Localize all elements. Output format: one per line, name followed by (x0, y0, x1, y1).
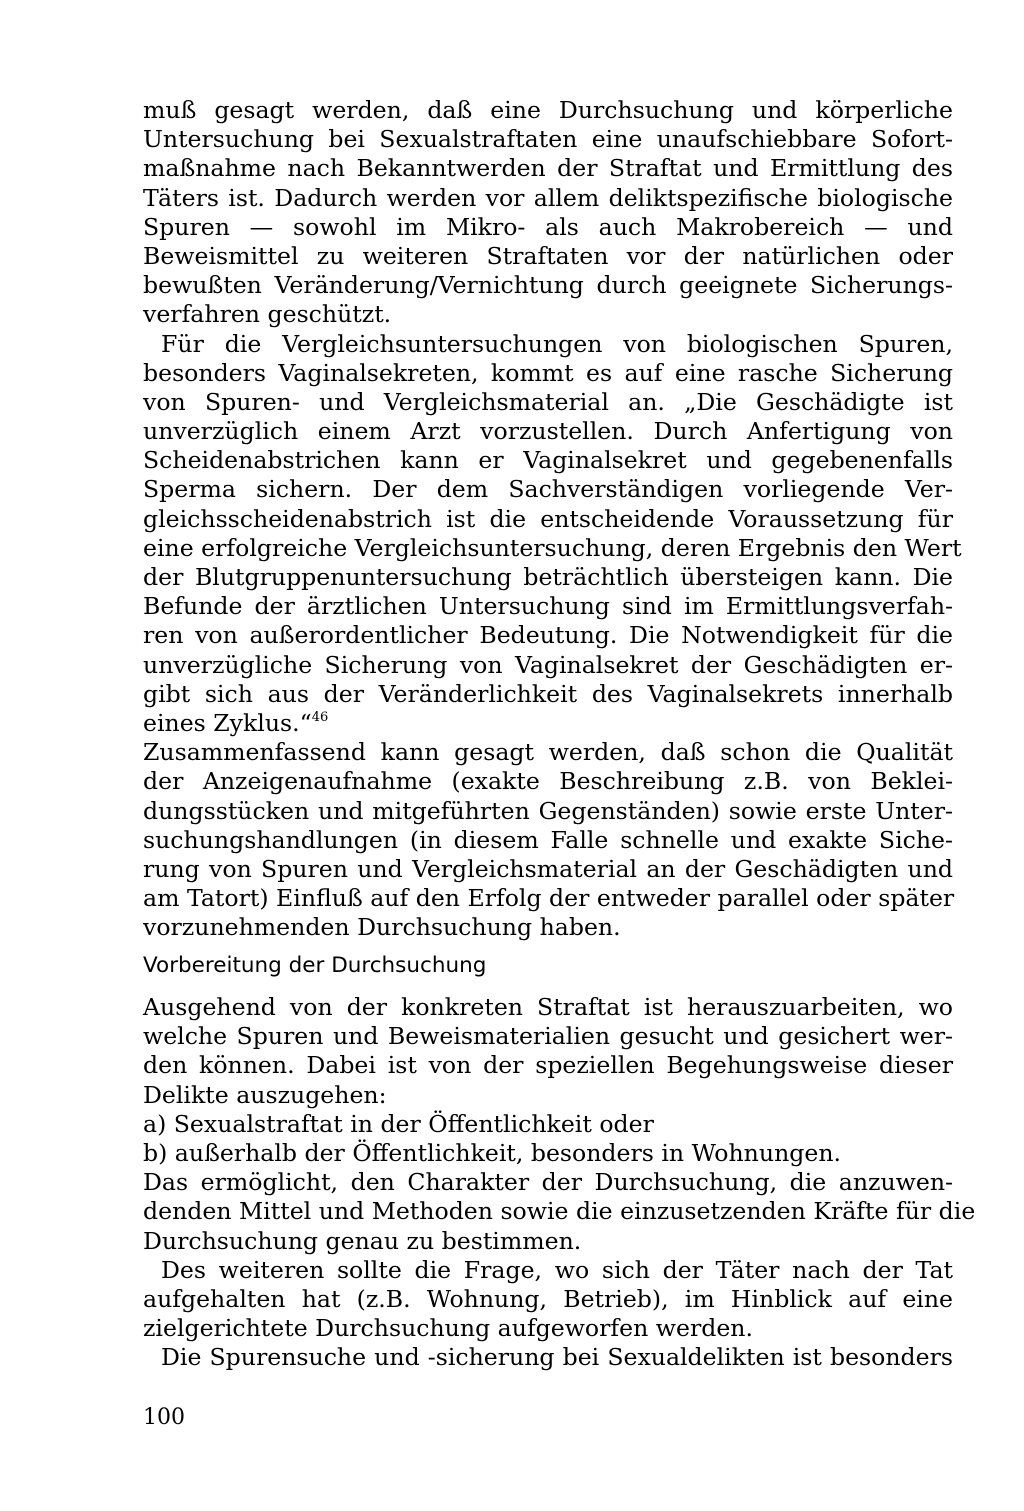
paragraph-2 (143, 329, 962, 739)
text-line: zielgerichtete Durchsuchung aufgeworfen werden. (143, 1314, 754, 1343)
paragraph-4 (143, 993, 953, 1168)
text-line: Scheidenabstrichen kann er Vaginalsekret und gegebenenfalls (143, 446, 953, 475)
text-line: verfahren geschützt. (143, 300, 392, 329)
section-heading: Vorbereitung der Durchsuchung (143, 953, 487, 978)
footnote-reference: 46 (311, 709, 329, 725)
text-line: ren von außerordentlicher Bedeutung. Die Notwendigkeit für die (143, 621, 953, 650)
text-column-upper (143, 96, 962, 942)
text-line: rung von Spuren und Vergleichsmaterial an der Geschädigten und (143, 854, 953, 883)
text-line: Die Spurensuche und -sicherung bei Sexualdelikten ist besonders (161, 1343, 953, 1372)
quote-end-text: eines Zyklus.“ (143, 708, 312, 737)
text-line: unverzüglich einem Arzt vorzustellen. Durch Anfertigung von (143, 417, 953, 446)
text-line: von Spuren- und Vergleichsmaterial an. „Die Geschädigte ist (143, 387, 953, 416)
text-line: Sperma sichern. Der dem Sachverständigen vorliegende Ver- (143, 475, 953, 504)
text-line: Ausgehend von der konkreten Straftat ist herauszuarbeiten, wo (143, 993, 953, 1021)
paragraph-6 (143, 1256, 953, 1344)
text-line: Durchsuchung genau zu bestimmen. (143, 1226, 582, 1255)
text-line: maßnahme nach Bekanntwerden der Straftat und Ermittlung des (143, 154, 953, 183)
text-line (143, 709, 953, 738)
text-line: dungsstücken und mitgeführten Gegenständen) sowie erste Unter- (143, 796, 953, 825)
text-line: Spuren — sowohl im Mikro- als auch Makrobereich — und (143, 212, 953, 241)
text-line: der Blutgruppenuntersuchung beträchtlich übersteigen kann. Die (143, 563, 953, 591)
paragraph-7 (143, 1343, 953, 1372)
text-line: bewußten Veränderung/Vernichtung durch geeignete Sicherungs- (143, 271, 953, 300)
paragraph-1 (143, 96, 953, 330)
text-column-lower (143, 993, 976, 1372)
text-line: Täters ist. Dadurch werden vor allem deliktspezifische biologische (143, 183, 953, 212)
text-line: Des weiteren sollte die Frage, wo sich der Täter nach der Tat (161, 1255, 953, 1284)
list-item: b) außerhalb der Öffentlichkeit, besonders in Wohnungen. (143, 1138, 842, 1167)
text-line: Beweismittel zu weiteren Straftaten vor der natürlichen oder (143, 241, 953, 270)
text-line: unverzügliche Sicherung von Vaginalsekret der Geschädigten er- (143, 650, 953, 679)
text-line: Zusammenfassend kann gesagt werden, daß schon die Qualität (143, 738, 953, 767)
text-line: suchungshandlungen (in diesem Falle schnelle und exakte Siche- (143, 825, 953, 854)
text-line: Delikte auszugehen: (143, 1080, 387, 1109)
text-line: Für die Vergleichsuntersuchungen von biologischen Spuren, (161, 329, 953, 358)
list-item: a) Sexualstraftat in der Öffentlichkeit oder (143, 1109, 654, 1138)
page-number: 100 (143, 1405, 185, 1430)
text-line: gleichsscheidenabstrich ist die entscheidende Voraussetzung für (143, 504, 953, 533)
paragraph-3 (143, 738, 953, 942)
text-line: Befunde der ärztlichen Untersuchung sind im Ermittlungsverfah- (143, 592, 953, 621)
text-line: besonders Vaginalsekreten, kommt es auf eine rasche Sicherung (143, 358, 953, 387)
text-line: Das ermöglicht, den Charakter der Durchsuchung, die anzuwen- (143, 1168, 953, 1197)
text-line: welche Spuren und Beweismaterialien gesucht und gesichert wer- (143, 1022, 953, 1051)
text-line: den können. Dabei ist von der speziellen Begehungsweise dieser (143, 1051, 953, 1080)
text-line: Untersuchung bei Sexualstraftaten eine unaufschiebbare Sofort- (143, 125, 953, 154)
text-line: aufgehalten hat (z.B. Wohnung, Betrieb), im Hinblick auf eine (143, 1284, 953, 1313)
text-line: am Tatort) Einfluß auf den Erfolg der entweder parallel oder später (143, 884, 955, 913)
text-line: der Anzeigenaufnahme (exakte Beschreibung z.B. von Beklei- (143, 767, 953, 796)
text-line: gibt sich aus der Veränderlichkeit des Vaginalsekrets innerhalb (143, 679, 953, 708)
text-line: muß gesagt werden, daß eine Durchsuchung und körperliche (143, 96, 953, 124)
text-line: vorzunehmenden Durchsuchung haben. (143, 913, 621, 942)
text-line: denden Mittel und Methoden sowie die einzusetzenden Kräfte für die (143, 1197, 976, 1226)
paragraph-5 (143, 1168, 976, 1256)
text-line: eine erfolgreiche Vergleichsuntersuchung, deren Ergebnis den Wert (143, 533, 962, 562)
